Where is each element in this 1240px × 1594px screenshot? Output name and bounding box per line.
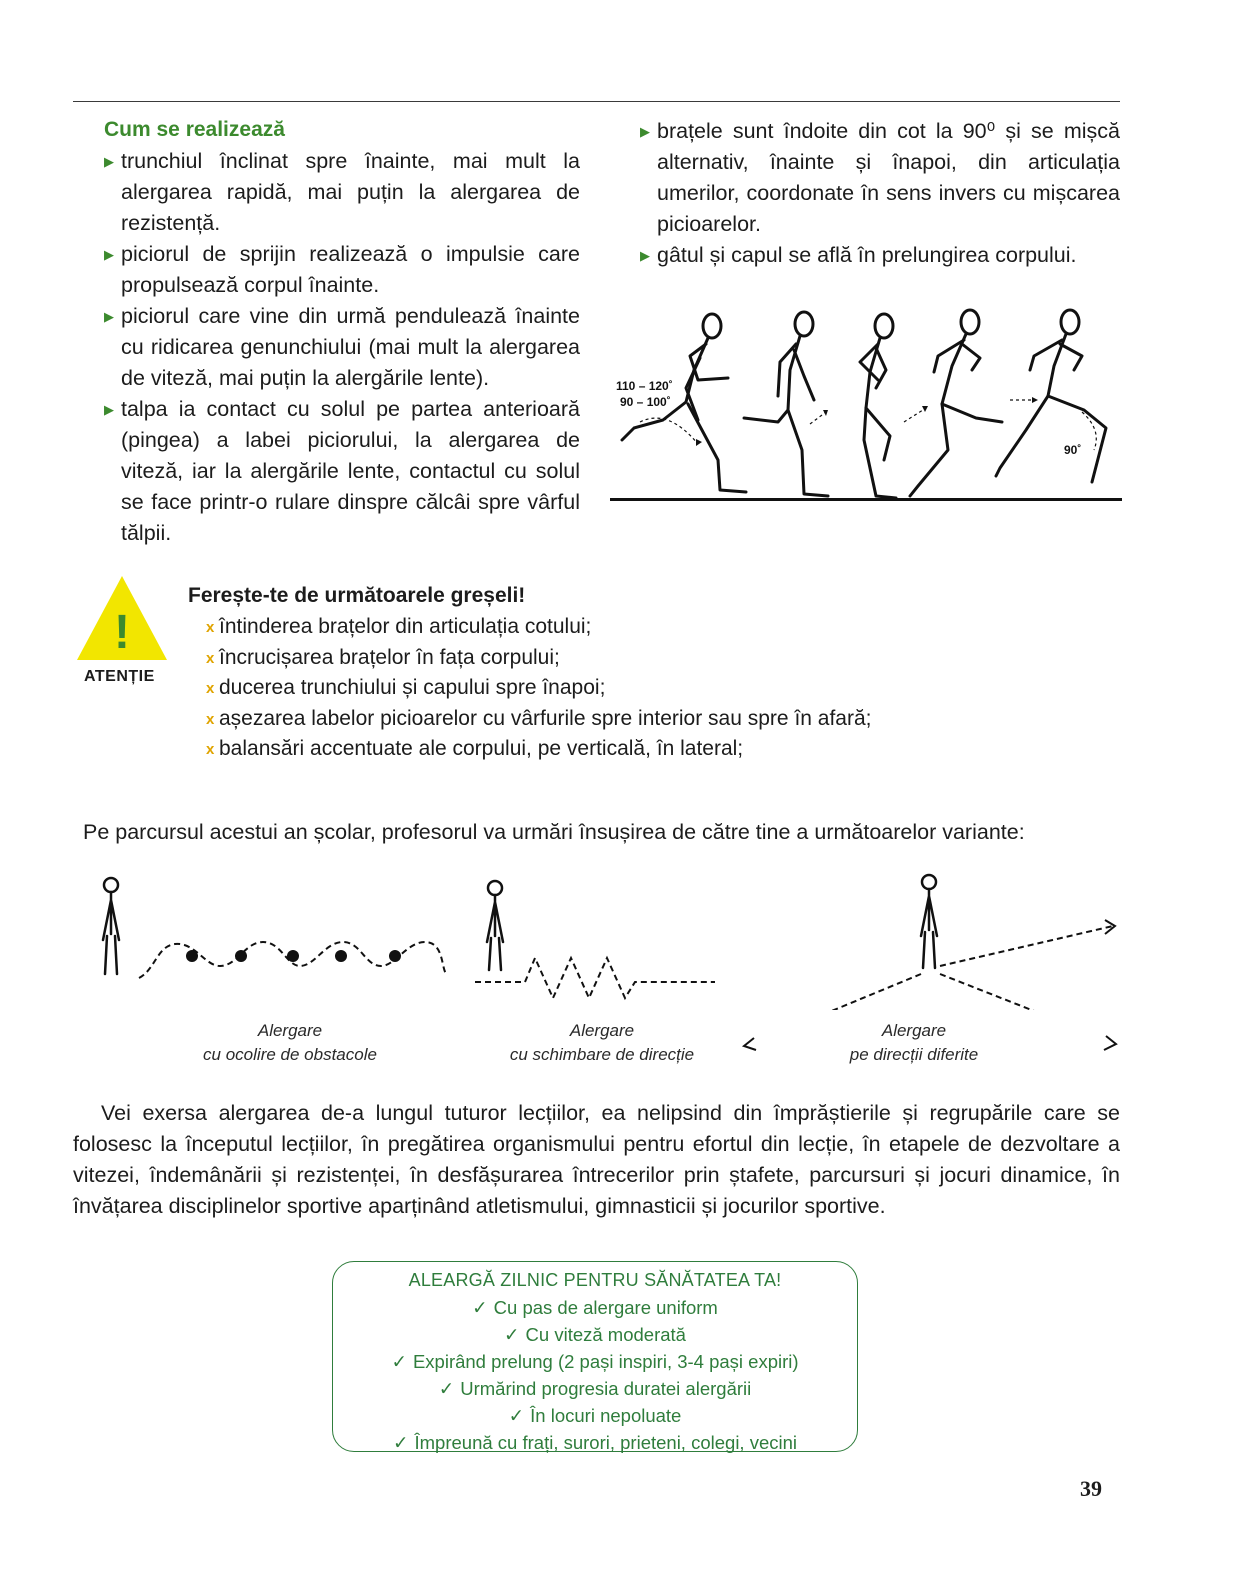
bullet-arrow-icon: ▶ bbox=[104, 309, 114, 324]
variants-intro: Pe parcursul acestui an școlar, profesorul va urmări însușirea de către tine a următoarelor variante: bbox=[83, 820, 1025, 844]
checkmark-icon: ✓ bbox=[392, 1432, 409, 1453]
cross-icon: x bbox=[206, 680, 215, 697]
checkmark-icon: ✓ bbox=[508, 1405, 525, 1426]
bullet-arrow-icon: ▶ bbox=[104, 247, 114, 262]
list-item: ▶ piciorul de sprijin realizează o impulsie care propulsează corpul înainte. bbox=[104, 239, 580, 301]
list-item: ✓ Urmărind progresia duratei alergării bbox=[438, 1378, 752, 1399]
how-list-right bbox=[640, 116, 1120, 271]
running-phases-figure bbox=[608, 300, 1124, 510]
how-list-left bbox=[104, 146, 580, 549]
list-item: x întinderea brațelor din articulația cotului; bbox=[206, 612, 988, 643]
list-item: ▶ talpa ia contact cu solul pe partea anterioară (pingea) a labei piciorului, la alergarea de viteză, iar la alergările lente, contactul cu solul se face printr-o rulare dinspre călcâi spre vârful tălpii. bbox=[104, 394, 580, 549]
list-item: ▶ brațele sunt îndoite din cot la 90⁰ și se mișcă alternativ, înainte și înapoi, din articulația umerilor, coordonate în sens invers cu mișcarea picioarelor. bbox=[640, 116, 1120, 240]
health-box-title: ALEARGĂ ZILNIC PENTRU SĂNĂTATEA TA! bbox=[408, 1270, 782, 1290]
cross-icon: x bbox=[206, 710, 215, 728]
variant-caption-1: Alergare cu ocolire de obstacole bbox=[203, 1021, 377, 1064]
direction-path-right-down bbox=[940, 974, 1113, 1010]
svg-text:!: ! bbox=[114, 606, 130, 659]
page-number: 39 bbox=[1080, 1476, 1102, 1501]
list-item: ✓ În locuri nepoluate bbox=[508, 1405, 682, 1426]
svg-text:110 – 120˚: 110 – 120˚ bbox=[616, 379, 673, 393]
mistakes-list bbox=[188, 612, 988, 765]
cross-icon: x bbox=[206, 649, 215, 667]
svg-text:90˚: 90˚ bbox=[1064, 443, 1082, 457]
bullet-arrow-icon: ▶ bbox=[640, 248, 650, 263]
direction-arrowheads bbox=[740, 1010, 1125, 1060]
runner-figure-2 bbox=[744, 312, 828, 496]
checkmark-icon: ✓ bbox=[504, 1324, 520, 1345]
list-item: ✓ Expirând prelung (2 pași inspiri, 3-4 pași expiri) bbox=[391, 1351, 799, 1372]
svg-text:90 – 100˚: 90 – 100˚ bbox=[620, 395, 671, 409]
ground-line bbox=[610, 498, 1122, 501]
mistakes-block bbox=[188, 582, 988, 765]
checkmark-icon: ✓ bbox=[472, 1297, 488, 1318]
bullet-arrow-icon: ▶ bbox=[104, 402, 114, 417]
how-section-right bbox=[640, 116, 1120, 271]
cross-icon: x bbox=[206, 619, 215, 636]
warning-triangle-icon bbox=[75, 574, 169, 664]
list-item: ▶ trunchiul înclinat spre înainte, mai mult la alergarea rapidă, mai puțin la alergarea de rezistență. bbox=[104, 146, 580, 239]
variant-caption-3: Alergare pe direcții diferite bbox=[849, 1021, 979, 1064]
bullet-arrow-icon: ▶ bbox=[640, 124, 650, 139]
mistakes-title: Ferește-te de următoarele greșeli! bbox=[188, 584, 526, 607]
list-item: ▶ piciorul care vine din urmă pendulează înainte cu ridicarea genunchiului (mai mult la alergarea de viteză, mai puțin la alergările lente). bbox=[104, 301, 580, 394]
runner-figure-5 bbox=[996, 310, 1106, 482]
direction-path-right-up bbox=[940, 926, 1113, 966]
runner-figure-4 bbox=[910, 310, 1002, 496]
health-tips-list bbox=[333, 1294, 857, 1456]
exercise-paragraph: Vei exersa alergarea de-a lungul tuturor lecțiilor, ea nelipsind din împrăștierile și regrupările care se folosesc la începutul lecțiilor, în pregătirea organismului pentru efortul din lecție, în etapele de dezvoltare a vitezei, îndemânării și rezistenței, în desfășurarea întrecerilor prin ștafete, parcursuri și jocuri dinamice, în învățarea disciplinelor sportive aparținând atletismului, gimnasticii și jocurilor sportive. bbox=[73, 1101, 1120, 1218]
list-item: ✓ Împreună cu frați, surori, prieteni, colegi, vecini bbox=[392, 1432, 798, 1453]
warning-label: ATENȚIE bbox=[84, 668, 155, 685]
stick-person-1 bbox=[103, 878, 119, 974]
how-section-left bbox=[104, 116, 580, 549]
stick-person-3 bbox=[921, 875, 937, 968]
list-item: x așezarea labelor picioarelor cu vârfurile spre interior sau spre în afară; bbox=[206, 704, 988, 735]
bullet-arrow-icon: ▶ bbox=[104, 154, 114, 169]
section-heading: Cum se realizează bbox=[104, 118, 285, 141]
runner-figure-3 bbox=[860, 314, 896, 498]
direction-path-left-down bbox=[747, 974, 921, 1010]
list-item: x balansări accentuate ale corpului, pe verticală, în lateral; bbox=[206, 734, 988, 765]
variant-caption-2: Alergare cu schimbare de direcție bbox=[509, 1021, 695, 1064]
list-item: ▶ gâtul și capul se află în prelungirea corpului. bbox=[640, 240, 1120, 271]
top-rule bbox=[73, 101, 1120, 102]
zigzag-path bbox=[475, 958, 715, 998]
cross-icon: x bbox=[206, 741, 215, 758]
checkmark-icon: ✓ bbox=[391, 1351, 407, 1372]
stick-person-2 bbox=[487, 881, 503, 970]
list-item: ✓ Cu viteză moderată bbox=[504, 1324, 686, 1345]
running-variants-figure bbox=[95, 870, 1125, 1010]
checkmark-icon: ✓ bbox=[438, 1378, 455, 1399]
list-item: x ducerea trunchiului și capului spre înapoi; bbox=[206, 673, 988, 704]
list-item: x încrucișarea brațelor în fața corpului; bbox=[206, 643, 988, 674]
list-item: ✓ Cu pas de alergare uniform bbox=[472, 1297, 718, 1318]
health-tips-box bbox=[332, 1261, 858, 1452]
